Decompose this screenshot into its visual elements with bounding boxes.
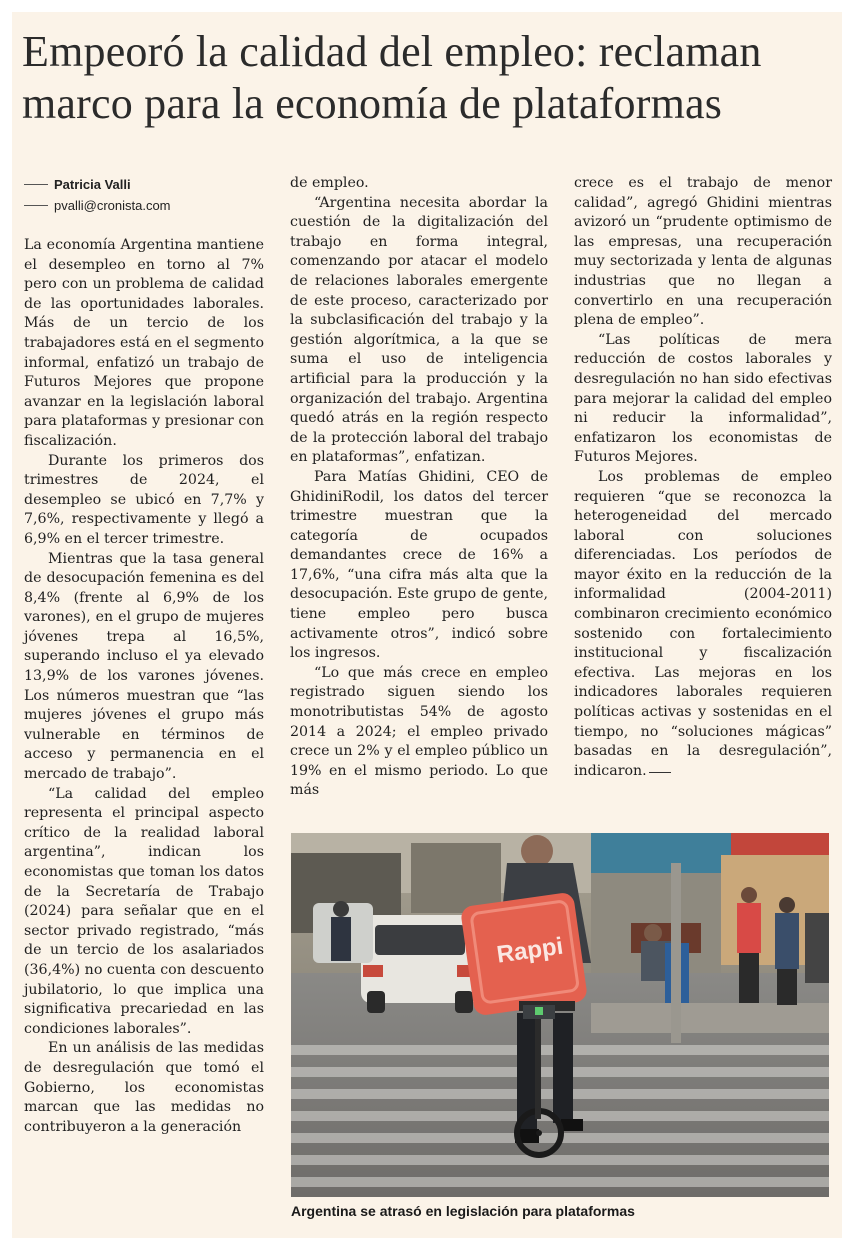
- author-name: Patricia Valli: [54, 177, 131, 192]
- paragraph-final: [574, 468, 832, 782]
- paragraph: Mientras que la tasa general de desocupación femenina es del 8,4% (frente al 6,9% de los varones), en el grupo de mujeres jóvenes trepa al 16,5%, superando incluso el ya elevado 13,9% de los varones jóvenes. Los números muestran que “las mujeres jóvenes el grupo más vulnerable en términos de acceso y permanencia en el mercado de trabajo”.: [24, 550, 264, 783]
- byline: [24, 174, 171, 216]
- paragraph: En un análisis de las medidas de desregulación que tomó el Gobierno, los economistas marcan que las medidas no contribuyeron a la generación: [24, 1040, 264, 1135]
- paragraph: de empleo.: [290, 175, 369, 191]
- author-email[interactable]: pvalli@cronista.com: [54, 198, 171, 213]
- paragraph: Para Matías Ghidini, CEO de GhidiniRodil, los datos del tercer trimestre muestran que la categoría de ocupados demandantes crece de 16% a 17,6%, “una cifra más alta que la desocupación. Este grupo de gente, tiene empleo pero busca activamente otros”, indicó sobre los ingresos.: [290, 468, 548, 662]
- bag-logo-text: Rappi: [495, 932, 565, 969]
- text-column-2: [290, 174, 548, 801]
- paragraph: crece es el trabajo de menor calidad”, agregó Ghidini mientras avizoró un “prudente optimismo de las empresas, una recuperación muy sectorizada y lenta de algunas industrias que no llegan a convertirlo en una recuperación plena de empleo”.: [574, 175, 832, 329]
- end-mark: [649, 772, 671, 773]
- paragraph: Durante los primeros dos trimestres de 2024, el desempleo se ubicó en 7,7% y 7,6%, respectivamente y llegó a 6,9% en el tercer trimestre.: [24, 452, 264, 547]
- paragraph: “Las políticas de mera reducción de costos laborales y desregulación no han sido efectivas para mejorar la calidad del empleo ni reducir la informalidad”, enfatizaron los economistas de Futuros Mejores.: [574, 331, 832, 466]
- byline-rule: [24, 184, 48, 185]
- delivery-cyclist-photo: [291, 833, 829, 1197]
- headline: Empeoró la calidad del empleo: reclaman marco para la economía de plataformas: [22, 27, 762, 128]
- paragraph-text: Los problemas de empleo requieren “que se reconozca la heterogeneidad del mercado laboral con soluciones diferenciadas. Los períodos de mayor éxito en la reducción de la informalidad (2004-2011) combinaron crecimiento económico sostenido con fortalecimiento institucional y fiscalización efectiva. Las mejoras en los indicadores laborales requieren políticas activas y sostenidas en el tiempo, no “soluciones mágicas” basadas en la desregulación”, indicaron.: [574, 468, 832, 779]
- text-column-3: [574, 174, 832, 781]
- byline-rule: [24, 205, 48, 206]
- paragraph: “Lo que más crece en empleo registrado siguen siendo los monotributistas 54% de agosto 2014 a 2024; el empleo privado crece un 2% y el empleo público un 19% en el mismo periodo. Lo que más: [290, 664, 548, 799]
- article-photo: [291, 833, 829, 1197]
- paragraph: La economía Argentina mantiene el desempleo en torno al 7% pero con un problema de calidad de las oportunidades laborales. Más de un tercio de los trabajadores está en el segmento informal, enfatizó un trabajo de Futuros Mejores que propone avanzar en la legislación laboral para plataformas y presionar con fiscalización.: [24, 237, 264, 449]
- paragraph: “Argentina necesita abordar la cuestión de la digitalización del trabajo en forma integral, comenzando por atacar el modelo de relaciones laborales emergente de este proceso, caracterizado por la subclasificación del trabajo y la gestión algorítmica, a la que se suma el uso de inteligencia artificial para la producción y la organización del trabajo. Argentina quedó atrás en la región respecto de la protección laboral del trabajo en plataformas”, enfatizan.: [290, 194, 548, 466]
- photo-caption: Argentina se atrasó en legislación para plataformas: [291, 1203, 635, 1219]
- text-column-1: [24, 236, 264, 1137]
- paragraph: “La calidad del empleo representa el principal aspecto crítico de la realidad laboral argentina”, indican los economistas que toman los datos de la Secretaría de Trabajo (2024) para señalar que en el sector privado registrado, “más de un tercio de los asalariados (36,4%) no cuenta con descuento jubilatorio, lo que implica una significativa precariedad en las condiciones laborales”.: [24, 785, 264, 1037]
